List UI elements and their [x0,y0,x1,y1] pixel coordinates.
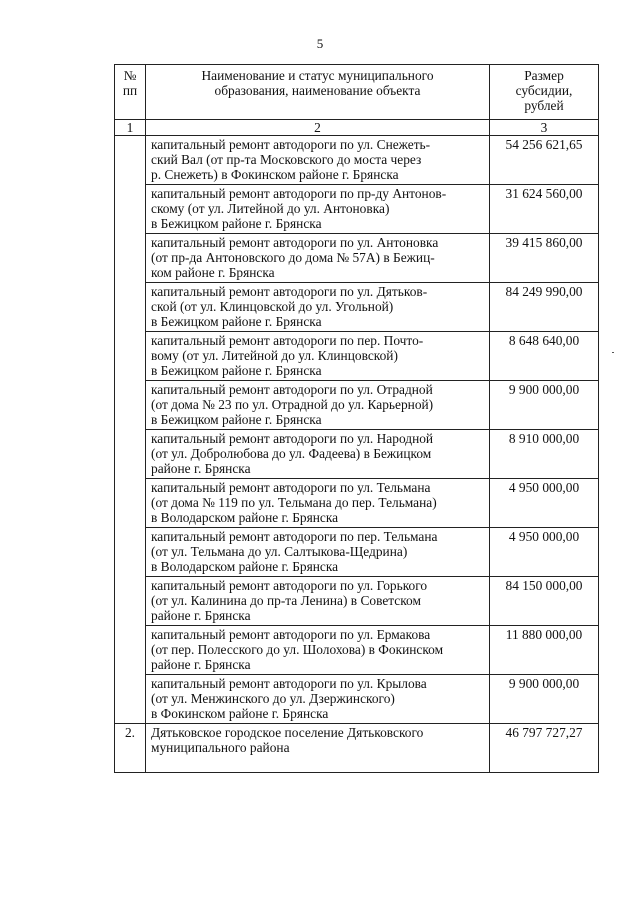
table-row [115,381,599,430]
subsidy-amount: 8 910 000,00 [490,430,599,479]
header-amount [490,65,599,120]
table-row [115,577,599,626]
object-name-line: ком районе г. Брянска [151,265,275,280]
object-name-line: (от ул. Добролюбова до ул. Фадеева) в Бежицком [151,446,432,461]
object-name [146,479,490,528]
header-number [115,65,146,120]
header-line: субсидии, [515,83,573,98]
object-name-line: муниципального района [151,740,290,755]
table-row [115,430,599,479]
object-name-line: районе г. Брянска [151,608,251,623]
row-number [115,185,146,234]
object-name-line: р. Снежеть) в Фокинском районе г. Брянска [151,167,399,182]
object-name-line: районе г. Брянска [151,657,251,672]
object-name-line: (от ул. Калинина до пр-та Ленина) в Советском [151,593,421,608]
header-line: Размер [524,68,564,83]
subsidy-amount: 11 880 000,00 [490,626,599,675]
row-number [115,675,146,724]
object-name-line: в Бежицком районе г. Брянска [151,412,322,427]
page-number: 5 [316,36,324,51]
object-name-line: капитальный ремонт автодороги по ул. Снежеть- [151,137,431,152]
object-name-line: капитальный ремонт автодороги по ул. Народной [151,431,434,446]
table-row [115,136,599,185]
subsidy-amount: 84 150 000,00 [490,577,599,626]
row-number [115,528,146,577]
table-row [115,675,599,724]
table-row [115,724,599,773]
object-name [146,234,490,283]
object-name-line: районе г. Брянска [151,461,251,476]
row-number [115,577,146,626]
subsidy-amount: 39 415 860,00 [490,234,599,283]
row-number [115,136,146,185]
row-number [115,283,146,332]
table-row [115,626,599,675]
object-name-line: капитальный ремонт автодороги по ул. Горького [151,578,428,593]
object-name-line: в Бежицком районе г. Брянска [151,363,322,378]
subsidy-amount: 9 900 000,00 [490,381,599,430]
object-name-line: ской (от ул. Клинцовской до ул. Угольной) [151,299,394,314]
row-number [115,430,146,479]
object-name [146,724,490,773]
object-name-line: капитальный ремонт автодороги по пер. Тельмана [151,529,438,544]
table-row [115,234,599,283]
subsidy-amount: 4 950 000,00 [490,479,599,528]
object-name [146,430,490,479]
subsidy-table [114,64,599,773]
table-row [115,479,599,528]
object-name-line: в Фокинском районе г. Брянска [151,706,329,721]
column-index: 1 [115,120,146,136]
object-name-line: в Володарском районе г. Брянска [151,559,339,574]
table-header-row [115,65,599,120]
subsidy-amount: 46 797 727,27 [490,724,599,773]
subsidy-amount: 54 256 621,65 [490,136,599,185]
object-name [146,626,490,675]
object-name-line: капитальный ремонт автодороги по ул. Тельмана [151,480,431,495]
row-number [115,381,146,430]
object-name [146,185,490,234]
table-row [115,332,599,381]
object-name-line: (от дома № 119 по ул. Тельмана до пер. Тельмана) [151,495,437,510]
row-number [115,234,146,283]
row-number [115,332,146,381]
subsidy-amount: 31 624 560,00 [490,185,599,234]
table-row [115,528,599,577]
object-name-line: в Бежицком районе г. Брянска [151,314,322,329]
row-number [115,479,146,528]
object-name-line: скому (от ул. Литейной до ул. Антоновка) [151,201,390,216]
object-name [146,675,490,724]
object-name-line: вому (от ул. Литейной до ул. Клинцовской) [151,348,398,363]
header-line: образования, наименование объекта [214,83,421,98]
object-name [146,381,490,430]
object-name-line: капитальный ремонт автодороги по ул. Дятьков- [151,284,428,299]
object-name-line: капитальный ремонт автодороги по ул. Отрадной [151,382,433,397]
object-name [146,577,490,626]
subsidy-amount: 9 900 000,00 [490,675,599,724]
table-row [115,283,599,332]
column-index: 3 [490,120,599,136]
object-name-line: (от пер. Полесского до ул. Шолохова) в Фокинском [151,642,444,657]
object-name-line: (от ул. Тельмана до ул. Салтыкова-Щедрина) [151,544,408,559]
object-name-line: ский Вал (от пр-та Московского до моста через [151,152,422,167]
header-line: пп [122,83,138,98]
scan-mark [612,352,614,353]
row-number: 2. [115,724,146,773]
object-name [146,136,490,185]
column-index-row [115,120,599,136]
object-name-line: капитальный ремонт автодороги по ул. Антоновка [151,235,439,250]
subsidy-amount: 84 249 990,00 [490,283,599,332]
header-line: Наименование и статус муниципального [201,68,434,83]
object-name-line: Дятьковское городское поселение Дятьковского [151,725,424,740]
object-name-line: в Бежицком районе г. Брянска [151,216,322,231]
object-name-line: (от ул. Менжинского до ул. Дзержинского) [151,691,395,706]
header-name [146,65,490,120]
header-line: № [123,68,137,83]
object-name-line: в Володарском районе г. Брянска [151,510,339,525]
object-name-line: капитальный ремонт автодороги по пер. Почто- [151,333,424,348]
object-name-line: (от дома № 23 по ул. Отрадной до ул. Карьерной) [151,397,434,412]
table-row [115,185,599,234]
table-body [115,120,599,773]
object-name [146,283,490,332]
object-name [146,528,490,577]
object-name-line: капитальный ремонт автодороги по пр-ду Антонов- [151,186,447,201]
row-number [115,626,146,675]
object-name-line: (от пр-да Антоновского до дома № 57А) в Бежиц- [151,250,435,265]
subsidy-amount: 8 648 640,00 [490,332,599,381]
object-name-line: капитальный ремонт автодороги по ул. Ермакова [151,627,431,642]
column-index: 2 [146,120,490,136]
object-name-line: капитальный ремонт автодороги по ул. Крылова [151,676,427,691]
subsidy-amount: 4 950 000,00 [490,528,599,577]
object-name [146,332,490,381]
header-line: рублей [524,98,564,113]
